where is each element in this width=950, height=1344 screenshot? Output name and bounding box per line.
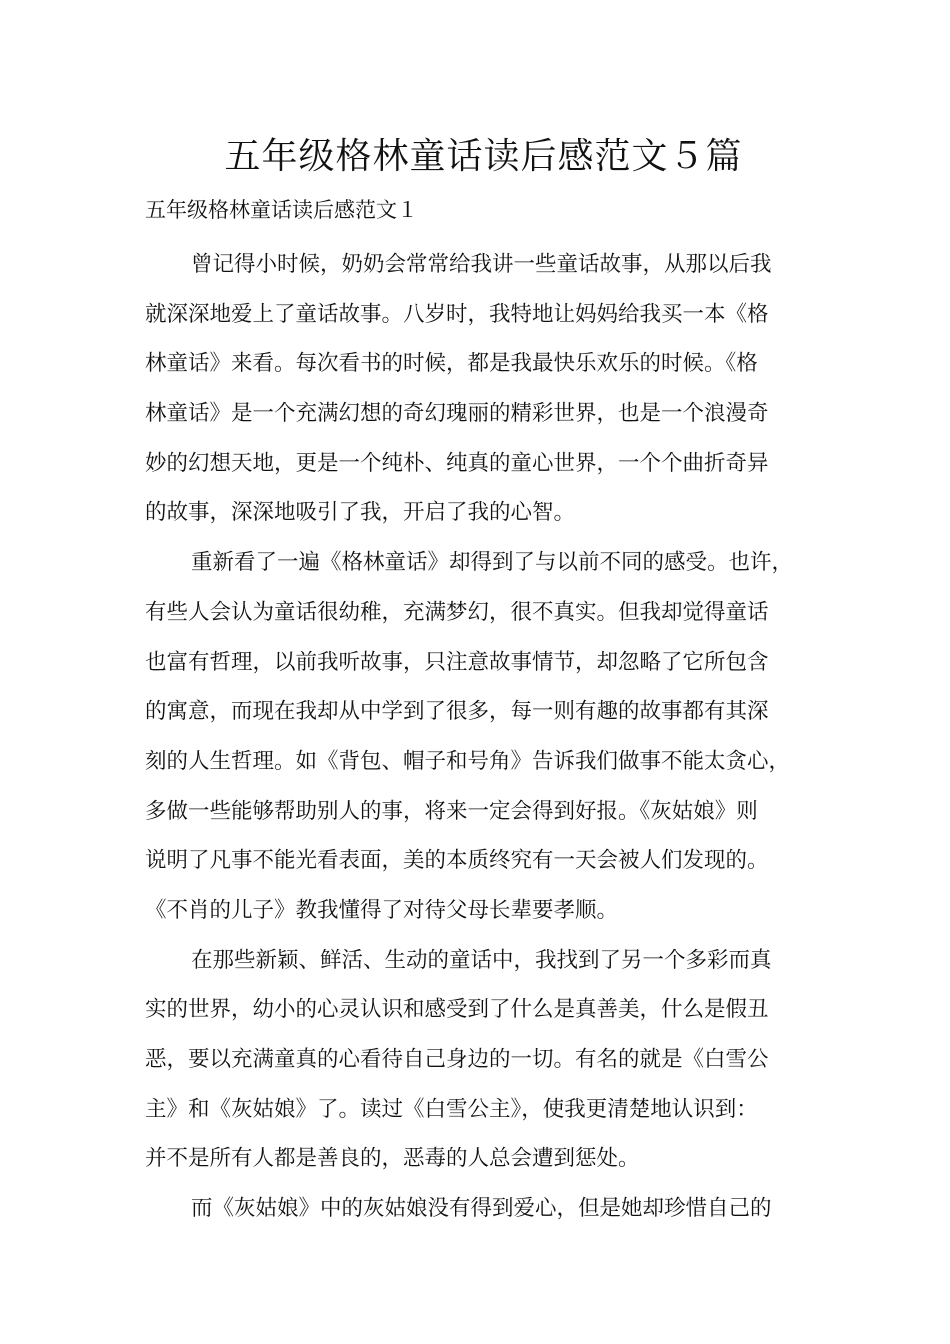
text-line: 妙的幻想天地，更是一个纯朴、纯真的童心世界，一个个曲折奇异	[145, 450, 769, 476]
text-line: 而《灰姑娘》中的灰姑娘没有得到爱心，但是她却珍惜自己的	[191, 1196, 772, 1222]
text-line: 实的世界，幼小的心灵认识和感受到了什么是真善美，什么是假丑	[145, 997, 769, 1023]
text-line: 林童话》来看。每次看书的时候，都是我最快乐欢乐的时候。《格	[145, 351, 758, 377]
document-title: 五年级格林童话读后感范文５篇	[224, 136, 743, 177]
text-line: 曾记得小时候，奶奶会常常给我讲一些童话故事，从那以后我	[191, 252, 772, 277]
body-paragraph	[145, 1184, 822, 1234]
text-line: 有些人会认为童话很幼稚，充满梦幻，很不真实。但我却觉得童话	[145, 599, 769, 625]
text-line: 刻的人生哲理。如《背包、帽子和号角》告诉我们做事不能太贪心，	[145, 748, 791, 774]
text-line: 恶，要以充满童真的心看待自己身边的一切。有名的就是《白雪公	[145, 1047, 769, 1072]
text-line: 林童话》是一个充满幻想的奇幻瑰丽的精彩世界，也是一个浪漫奇	[145, 401, 769, 427]
text-line: 多做一些能够帮助别人的事，将来一定会得到好报。《灰姑娘》则	[145, 798, 758, 824]
text-line: 《不肖的儿子》教我懂得了对待父母长辈要孝顺。	[145, 897, 619, 923]
text-line: 的故事，深深地吸引了我，开启了我的心智。	[145, 500, 576, 526]
text-line: 的寓意，而现在我却从中学到了很多，每一则有趣的故事都有其深	[145, 699, 769, 725]
section-heading: 五年级格林童话读后感范文１	[145, 198, 418, 222]
text-line: 主》和《灰姑娘》了。读过《白雪公主》，使我更清楚地认识到：	[145, 1096, 758, 1122]
document-body	[145, 240, 822, 1234]
body-paragraph	[145, 936, 822, 1184]
body-paragraph	[145, 240, 822, 538]
body-paragraph	[145, 538, 822, 936]
text-line: 也富有哲理，以前我听故事，只注意故事情节，却忽略了它所包含	[145, 649, 769, 675]
text-line: 并不是所有人都是善良的，恶毒的人总会遭到惩处。	[145, 1146, 640, 1172]
text-line: 在那些新颖、鲜活、生动的童话中，我找到了另一个多彩而真	[191, 947, 772, 973]
text-line: 就深深地爱上了童话故事。八岁时，我特地让妈妈给我买一本《格	[145, 301, 769, 327]
text-line: 说明了凡事不能光看表面，美的本质终究有一天会被人们发现的。	[145, 848, 769, 874]
text-line: 重新看了一遍《格林童话》却得到了与以前不同的感受。也许，	[191, 550, 794, 576]
